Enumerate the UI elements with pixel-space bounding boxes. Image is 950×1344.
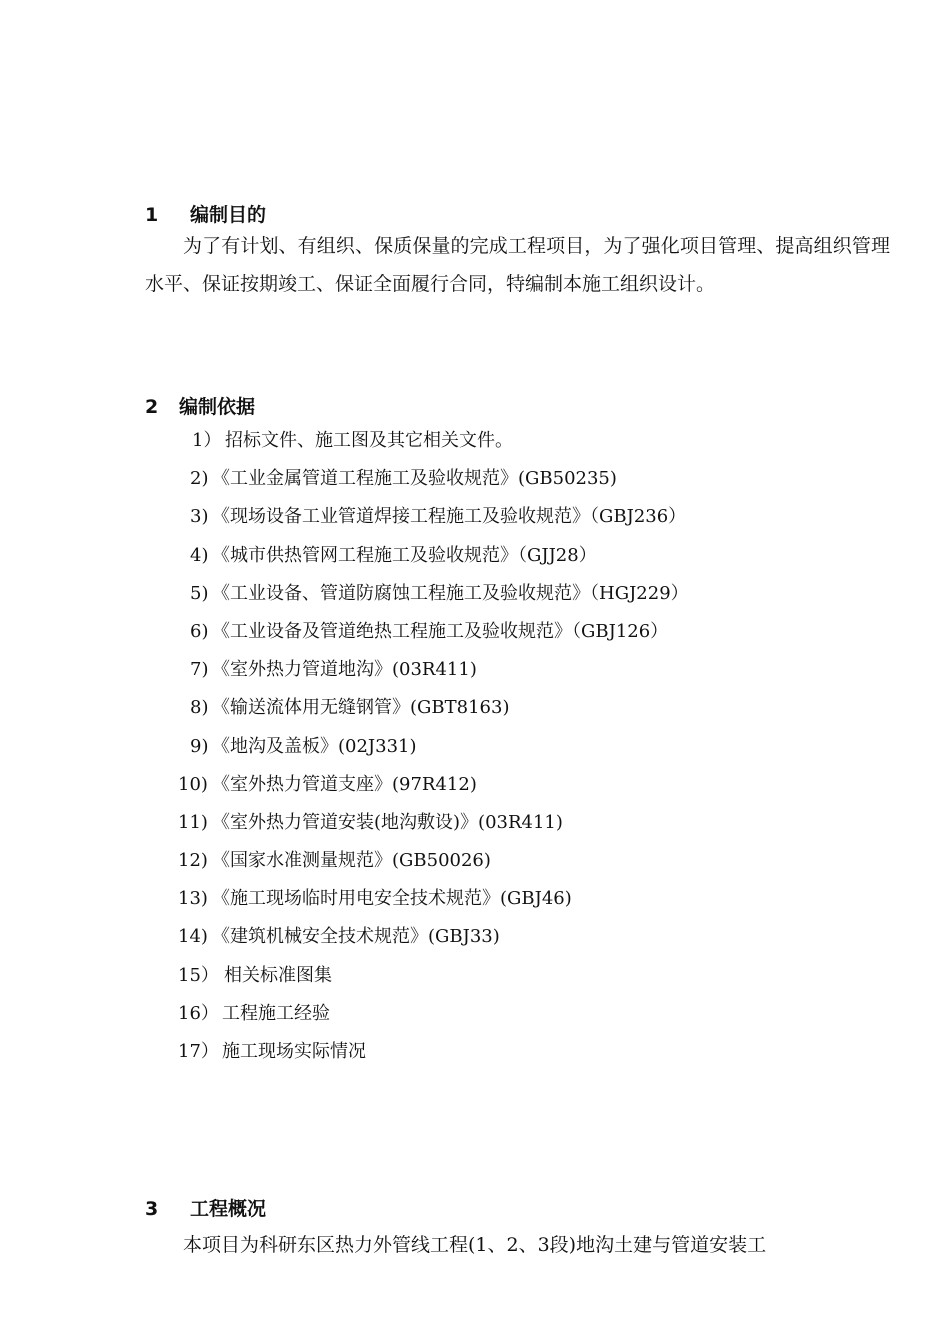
list-item: 15） 相关标准图集 bbox=[178, 964, 332, 986]
section-1-heading bbox=[145, 200, 266, 227]
section-3-title: 工程概况 bbox=[190, 1198, 267, 1220]
section-2-number: 2 bbox=[145, 396, 159, 418]
list-item: 10) 《室外热力管道支座》(97R412) bbox=[178, 773, 477, 795]
list-item: 4) 《城市供热管网工程施工及验收规范》（GJJ28） bbox=[190, 544, 597, 566]
list-item: 17） 施工现场实际情况 bbox=[178, 1041, 366, 1062]
section-2-title: 编制依据 bbox=[179, 396, 256, 418]
section-1-body: 为了有计划、有组织、保质保量的完成工程项目，为了强化项目管理、提高组织管理水平、保证按期竣工、保证全面履行合同，特编制本施工组织设计。 bbox=[145, 235, 890, 295]
list-item: 5) 《工业设备、管道防腐蚀工程施工及验收规范》（HGJ229） bbox=[190, 582, 689, 604]
section-1-title: 编制目的 bbox=[190, 204, 267, 226]
list-item: 13) 《施工现场临时用电安全技术规范》(GBJ46) bbox=[178, 888, 572, 910]
list-item: 1） 招标文件、施工图及其它相关文件。 bbox=[192, 430, 513, 451]
list-item: 12) 《国家水准测量规范》(GB50026) bbox=[178, 850, 491, 872]
reference-list bbox=[178, 428, 689, 1077]
section-3-number: 3 bbox=[145, 1198, 159, 1220]
list-item: 14) 《建筑机械安全技术规范》(GBJ33) bbox=[178, 926, 500, 948]
section-2-heading bbox=[145, 392, 255, 419]
list-item: 16） 工程施工经验 bbox=[178, 1002, 330, 1024]
section-3-heading bbox=[145, 1194, 266, 1221]
list-item: 7) 《室外热力管道地沟》(03R411) bbox=[190, 659, 477, 681]
section-3-body: 本项目为科研东区热力外管线工程(1、2、3段)地沟土建与管道安装工 bbox=[183, 1234, 767, 1256]
list-item: 6) 《工业设备及管道绝热工程施工及验收规范》（GBJ126） bbox=[190, 620, 669, 642]
list-item: 8) 《输送流体用无缝钢管》(GBT8163) bbox=[190, 697, 510, 719]
section-1-number: 1 bbox=[145, 204, 159, 226]
list-item: 9) 《地沟及盖板》(02J331) bbox=[190, 735, 417, 757]
list-item: 11) 《室外热力管道安装(地沟敷设)》(03R411) bbox=[178, 811, 563, 833]
list-item: 2) 《工业金属管道工程施工及验收规范》(GB50235) bbox=[190, 468, 617, 490]
list-item: 3) 《现场设备工业管道焊接工程施工及验收规范》（GBJ236） bbox=[190, 506, 687, 528]
